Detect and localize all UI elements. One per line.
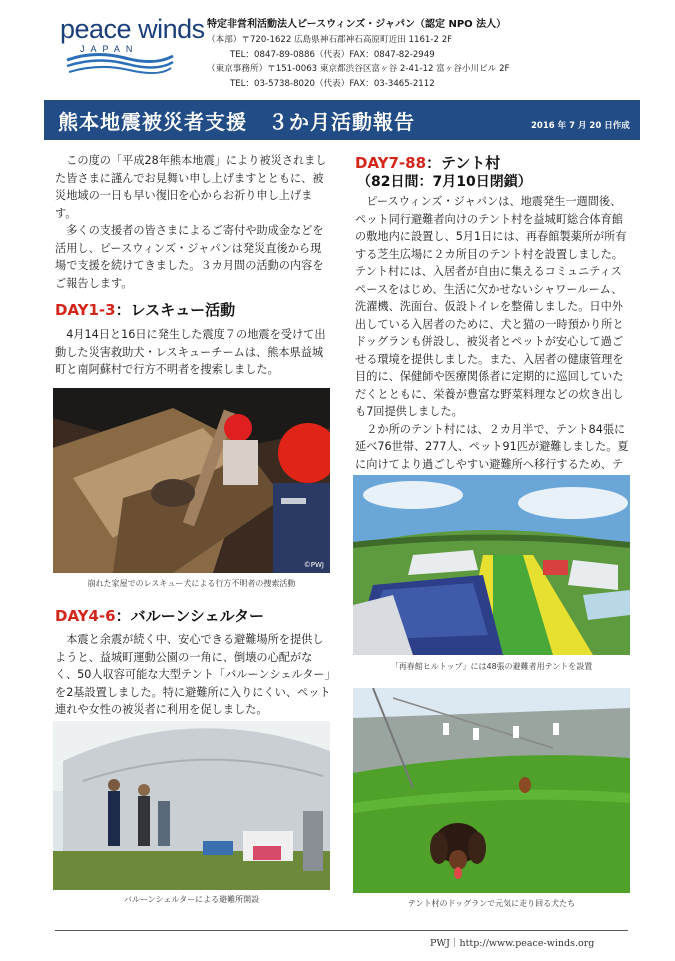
section-heading-balloon <box>55 605 264 626</box>
tent-paragraph: ２か所のテント村には、２カ月半で、テント84張に延べ76世帯、277人、ペット91匹が避難しました。夏に向けてより過ごしやすい避難所へ移行するため、テ <box>355 422 629 471</box>
report-date: 2016 年 7 月 20 日作成 <box>531 121 630 131</box>
logo-wordmark: peace winds <box>60 14 205 44</box>
intro-text <box>55 152 331 292</box>
section-title: ：テント村 <box>426 154 501 172</box>
section-heading-rescue <box>55 299 235 320</box>
intro-paragraph: 多くの支援者の皆さまによるご寄付や助成金などを活用し、ピースウィンズ・ジャパンは発災直後から現場で支援を続けてきました。３カ月間の活動の内容をご報告します。 <box>55 224 324 290</box>
address-line: TEL：0847-89-0886（代表）FAX：0847-82-2949 <box>230 50 435 60</box>
balloon-shelter-photo <box>53 721 330 890</box>
section-title: ：レスキュー活動 <box>115 301 236 319</box>
balloon-paragraph: 本震と余震が続く中、安心できる避難場所を提供しようと、益城町運動公園の一角に、倒壊の心配がなく、50人収容可能な大型テント「バルーンシェルター」を2基設置しました。特に避難所に入りにくい、ペット連れや女性の被災者に利用を促しました。 <box>55 633 331 716</box>
tent-text <box>355 193 629 491</box>
rescue-photo <box>53 388 330 573</box>
address-line: TEL：03-5738-8020（代表）FAX：03-3465-2112 <box>230 79 435 89</box>
page-title: 熊本地震被災者支援 ３か月活動報告 <box>58 110 415 134</box>
tent-paragraph: ピースウィンズ・ジャパンは、地震発生一週間後、ペット同行避難者向けのテント村を益城町総合体育館の敷地内に設置し、5月1日には、再春館製薬所が所有する芝生広場に２カ所目のテント村を設置しました。テント村には、入居者が自由に集えるコミュニティスペースをはじめ、生活に欠かせないシャワールーム、洗濯機、洗面台、仮設トイレを整備しました。日中外出している入居者のために、犬と猫の一時預かり所とドッグランも併設し、被災者とペットが安心して過ごせる環境を提供しました。また、入居者の健康管理を目的に、保健師や医療関係者に定期的に巡回していただくとともに、栄養が豊富な野菜料理などの炊き出しも7回提供しました。 <box>355 195 627 418</box>
tent-village-photo <box>353 475 630 655</box>
address-line: （東京事務所）〒151-0063 東京都渋谷区富ヶ谷 2-41-12 富ヶ谷小川ビル 2F <box>207 64 510 74</box>
rescue-text <box>55 326 331 379</box>
section-heading-tent <box>355 152 500 173</box>
organization-name: 特定非営利活動法人ピースウィンズ・ジャパン（認定 NPO 法人） <box>207 19 507 30</box>
intro-paragraph: この度の「平成28年熊本地震」により被災されました皆さまに謹んでお見舞い申し上げますとともに、被災地域の一日も早い復旧を心からお祈り申し上げます。 <box>55 154 327 220</box>
balloon-text <box>55 631 331 719</box>
address-line: （本部）〒720-1622 広島県神石郡神石高原町近田 1161-2 2F <box>207 35 453 45</box>
rescue-paragraph: 4月14日と16日に発生した震度７の地震を受けて出動した災害救助犬・レスキューチームは、熊本県益城町と南阿蘇村で行方不明者を捜索しました。 <box>55 328 326 376</box>
rescue-photo-caption: 崩れた家屋でのレスキュー犬による行方不明者の捜索活動 <box>87 579 296 588</box>
tent-photo-caption: 「再春館ヒルトップ」には48張の避難者用テントを設置 <box>390 662 593 671</box>
section-day-label: DAY1-3 <box>55 301 116 319</box>
section-day-label: DAY4-6 <box>55 607 116 625</box>
footer-divider <box>55 930 628 931</box>
section-day-label: DAY7-88 <box>355 154 427 172</box>
section-subheading: （82日間：7月10日閉鎖） <box>357 174 532 190</box>
logo-waves-icon <box>65 50 175 78</box>
balloon-photo-caption: バルーンシェルターによる避難所開設 <box>123 895 260 904</box>
photo-credit: ©PWJ <box>303 561 324 569</box>
dog-run-photo <box>353 688 630 893</box>
section-title: ：バルーンシェルター <box>115 607 265 625</box>
dog-run-photo-caption: テント村のドッグランで元気に走り回る犬たち <box>407 899 576 908</box>
footer-url[interactable]: PWJ｜http://www.peace-winds.org <box>430 938 595 949</box>
logo-subtitle: JAPAN <box>80 44 139 54</box>
